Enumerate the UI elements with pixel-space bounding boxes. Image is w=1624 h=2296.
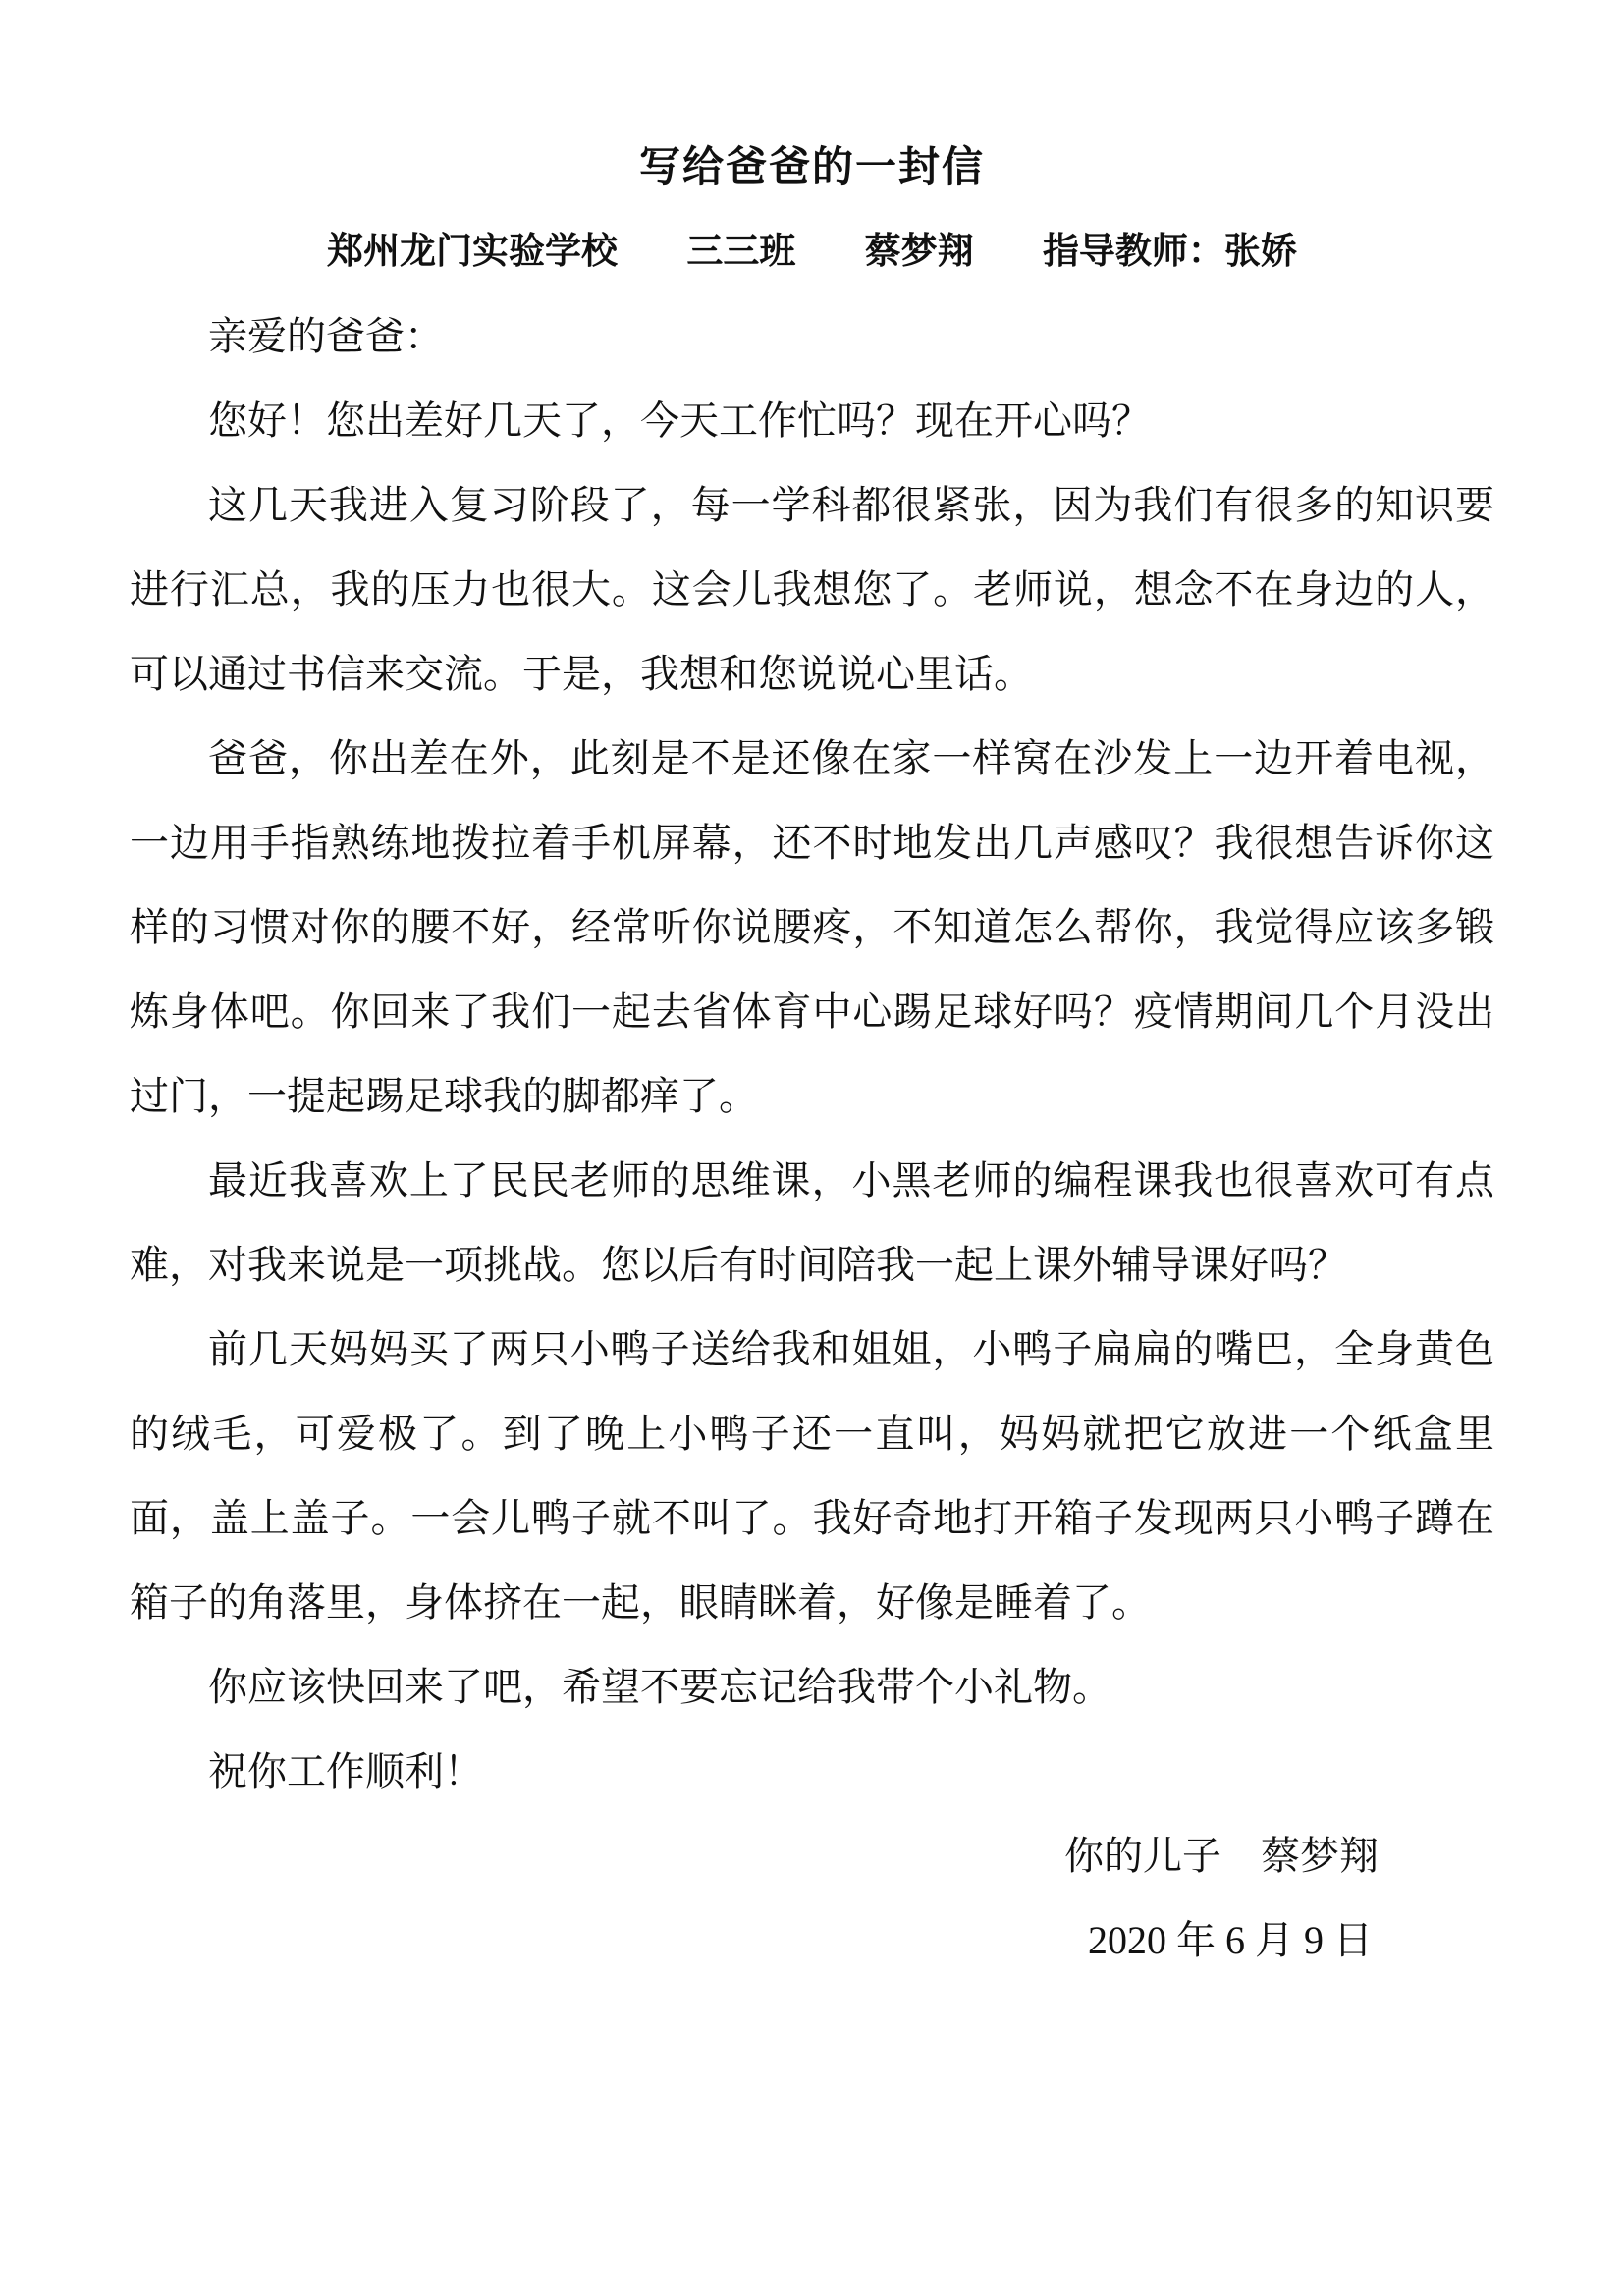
salutation: 亲爱的爸爸： xyxy=(208,314,444,358)
letter-byline xyxy=(130,210,1494,294)
paragraph-health: 爸爸，你出差在外，此刻是不是还像在家一样窝在沙发上一边开着电视，一边用手指熟练地拨拉着手机屏幕，还不时地发出几声感叹？我很想告诉你这样的习惯对你的腰不好，经常听你说腰疼，不知道怎么帮你，我觉得应该多锻炼身体吧。你回来了我们一起去省体育中心踢足球好吗？疫情期间几个月没出过门，一提起踢足球我的脚都痒了。 xyxy=(130,736,1494,1118)
byline-class: 三三班 xyxy=(686,232,796,272)
date-line: 2020 年 6 月 9 日 xyxy=(1088,1918,1373,1962)
paragraph-greeting: 您好！您出差好几天了，今天工作忙吗？现在开心吗？ xyxy=(208,399,1151,443)
letter-title: 写给爸爸的一封信 xyxy=(638,145,985,190)
letter-body xyxy=(130,294,1494,1814)
paragraph-classes: 最近我喜欢上了民民老师的思维课，小黑老师的编程课我也很喜欢可有点难，对我来说是一项挑战。您以后有时间陪我一起上课外辅导课好吗？ xyxy=(130,1158,1494,1287)
byline-teacher: 指导教师：张娇 xyxy=(1042,232,1297,272)
paragraph-study: 这几天我进入复习阶段了，每一学科都很紧张，因为我们有很多的知识要进行汇总，我的压力也很大。这会儿我想您了。老师说，想念不在身边的人，可以通过书信来交流。于是，我想和您说说心里话。 xyxy=(130,483,1494,696)
signature-line: 你的儿子 蔡梦翔 xyxy=(1064,1834,1379,1878)
paragraph-ducklings: 前几天妈妈买了两只小鸭子送给我和姐姐，小鸭子扁扁的嘴巴，全身黄色的绒毛，可爱极了。到了晚上小鸭子还一直叫，妈妈就把它放进一个纸盒里面，盖上盖子。一会儿鸭子就不叫了。我好奇地打开箱子发现两只小鸭子蹲在箱子的角落里，身体挤在一起，眼睛眯着，好像是睡着了。 xyxy=(130,1327,1494,1625)
paragraph-gift: 你应该快回来了吧，希望不要忘记给我带个小礼物。 xyxy=(208,1665,1111,1709)
closing-wish: 祝你工作顺利！ xyxy=(208,1749,483,1793)
byline-school: 郑州龙门实验学校 xyxy=(327,232,619,272)
signature-block xyxy=(130,1814,1494,1983)
byline-student: 蔡梦翔 xyxy=(864,232,974,272)
